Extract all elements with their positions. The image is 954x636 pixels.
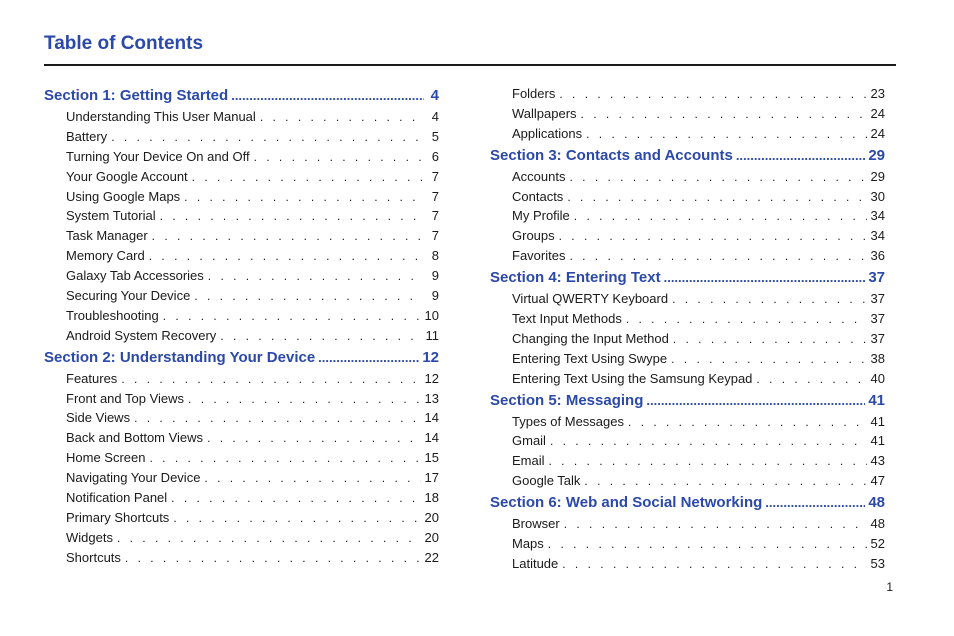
toc-entry-link[interactable] xyxy=(490,84,885,104)
entry-title: Back and Bottom Views xyxy=(66,430,204,446)
dot-leader xyxy=(125,549,421,569)
dot-leader xyxy=(207,429,420,449)
toc-entry-link[interactable] xyxy=(44,226,439,246)
dot-leader xyxy=(756,370,866,390)
toc-entry-link[interactable] xyxy=(44,167,439,187)
section-title: Section 1: Getting Started xyxy=(44,87,229,104)
entry-title: Troubleshooting xyxy=(66,307,159,323)
dot-leader xyxy=(188,390,420,410)
toc-entry-link[interactable] xyxy=(490,471,885,491)
entry-title: Shortcuts xyxy=(66,549,121,565)
page-ref: 24 xyxy=(870,125,885,141)
dot-leader xyxy=(160,207,423,227)
dot-leader xyxy=(581,105,867,125)
page-ref: 7 xyxy=(431,168,439,184)
page-ref: 48 xyxy=(870,516,885,532)
page-number: 1 xyxy=(886,580,893,594)
toc-entry-link[interactable] xyxy=(490,412,885,432)
page-ref: 48 xyxy=(868,494,885,512)
page-ref: 15 xyxy=(424,450,439,466)
page-ref: 5 xyxy=(431,128,439,144)
entry-title: Front and Top Views xyxy=(66,390,185,406)
dot-leader xyxy=(549,452,867,472)
toc-entry-link[interactable] xyxy=(44,147,439,167)
entry-title: Email xyxy=(512,453,545,469)
dot-leader xyxy=(550,432,867,452)
page-ref: 37 xyxy=(870,330,885,346)
dot-leader xyxy=(260,108,423,128)
dot-leader xyxy=(567,188,866,208)
entry-title: Virtual QWERTY Keyboard xyxy=(512,291,669,307)
dot-leader xyxy=(626,310,867,330)
page-ref: 37 xyxy=(868,269,885,287)
toc-right-column xyxy=(490,84,885,574)
dot-leader xyxy=(204,469,420,489)
dot-leader xyxy=(152,227,423,247)
page-ref: 9 xyxy=(431,268,439,284)
page-ref: 36 xyxy=(870,248,885,264)
toc-entry-link[interactable] xyxy=(44,286,439,306)
toc-entry-link[interactable] xyxy=(490,124,885,144)
entry-title: Galaxy Tab Accessories xyxy=(66,268,204,284)
dot-leader xyxy=(171,489,420,509)
toc-left-column xyxy=(44,84,439,568)
section-title: Section 5: Messaging xyxy=(490,391,644,409)
dot-leader xyxy=(584,472,866,492)
toc-entry-link[interactable] xyxy=(44,548,439,568)
section-title: Section 3: Contacts and Accounts xyxy=(490,146,733,164)
page-ref: 4 xyxy=(430,87,439,104)
entry-title: Widgets xyxy=(66,529,113,545)
dot-leader xyxy=(149,449,420,469)
page-ref: 29 xyxy=(868,146,885,164)
toc-entry-link[interactable] xyxy=(44,408,439,428)
toc-entry-link[interactable] xyxy=(490,349,885,369)
entry-title: Understanding This User Manual xyxy=(66,109,256,124)
entry-title: Using Google Maps xyxy=(66,188,181,204)
dot-leader xyxy=(548,535,867,555)
page-ref: 38 xyxy=(870,350,885,366)
toc-entry-link[interactable] xyxy=(44,448,439,468)
toc-entry-link[interactable] xyxy=(44,266,439,286)
page-ref: 7 xyxy=(431,228,439,244)
toc-entry-link[interactable] xyxy=(490,554,885,574)
dot-leader xyxy=(564,515,867,535)
toc-entry-link[interactable] xyxy=(490,369,885,389)
toc-entry-link[interactable] xyxy=(490,514,885,534)
page-ref: 14 xyxy=(424,410,439,426)
page-ref: 34 xyxy=(870,208,885,224)
entry-title: Notification Panel xyxy=(66,490,168,506)
dot-leader xyxy=(559,85,866,105)
dot-leader xyxy=(173,509,420,529)
entry-title: Maps xyxy=(512,536,544,552)
entry-title: Favorites xyxy=(512,248,566,264)
dot-leader xyxy=(134,409,420,429)
toc-entry-link[interactable] xyxy=(44,389,439,409)
toc-entry-link[interactable] xyxy=(44,306,439,326)
page-ref: 37 xyxy=(870,291,885,307)
page-title: Table of Contents xyxy=(44,33,204,54)
dot-leader xyxy=(562,555,866,575)
title-divider xyxy=(44,64,896,66)
dot-leader xyxy=(231,85,424,107)
dot-leader xyxy=(672,290,866,310)
entry-title: Accounts xyxy=(512,168,566,184)
entry-title: Entering Text Using the Samsung Keypad xyxy=(512,370,753,386)
dot-leader xyxy=(318,347,419,369)
section-title: Section 4: Entering Text xyxy=(490,269,661,287)
entry-title: Entering Text Using Swype xyxy=(512,350,668,366)
dot-leader xyxy=(569,247,866,267)
entry-title: Browser xyxy=(512,516,560,532)
dot-leader xyxy=(208,267,423,287)
toc-entry-link[interactable] xyxy=(44,369,439,389)
page-ref: 11 xyxy=(425,327,439,343)
page-ref: 20 xyxy=(424,509,439,525)
toc-entry-link[interactable] xyxy=(44,508,439,528)
toc-section-link[interactable] xyxy=(490,145,885,167)
toc-section-link[interactable] xyxy=(490,492,885,514)
entry-title: Gmail xyxy=(512,433,546,449)
page-ref: 12 xyxy=(424,370,439,386)
toc-section-link[interactable] xyxy=(490,390,885,412)
page-ref: 20 xyxy=(424,529,439,545)
dot-leader xyxy=(163,307,421,327)
dot-leader xyxy=(149,247,423,267)
page-ref: 14 xyxy=(424,430,439,446)
toc-entry-link[interactable] xyxy=(44,107,439,127)
page-ref: 10 xyxy=(424,307,439,323)
page-ref: 8 xyxy=(431,248,439,264)
entry-title: Google Talk xyxy=(512,473,581,489)
page-ref: 6 xyxy=(431,148,439,164)
toc-entry-link[interactable] xyxy=(490,451,885,471)
page-ref: 52 xyxy=(870,536,885,552)
page-ref: 7 xyxy=(431,188,439,204)
toc-entry-link[interactable] xyxy=(490,246,885,266)
entry-title: Side Views xyxy=(66,410,131,426)
dot-leader xyxy=(121,370,420,390)
toc-section-link[interactable] xyxy=(44,85,439,107)
entry-title: Memory Card xyxy=(66,248,145,264)
entry-title: Folders xyxy=(512,86,556,101)
toc-entry-link[interactable] xyxy=(44,206,439,226)
toc-entry-link[interactable] xyxy=(490,431,885,451)
page-ref: 40 xyxy=(870,370,885,386)
toc-entry-link[interactable] xyxy=(490,226,885,246)
entry-title: Your Google Account xyxy=(66,168,188,184)
page-ref: 17 xyxy=(424,470,439,486)
toc-entry-link[interactable] xyxy=(44,127,439,147)
entry-title: Battery xyxy=(66,128,108,144)
page-ref: 41 xyxy=(868,391,885,409)
page-ref: 43 xyxy=(870,453,885,469)
entry-title: Changing the Input Method xyxy=(512,330,669,346)
page-ref: 12 xyxy=(422,348,439,366)
dot-leader xyxy=(569,168,866,188)
page-ref: 41 xyxy=(870,413,885,429)
entry-title: Applications xyxy=(512,125,583,141)
toc-entry-link[interactable] xyxy=(490,206,885,226)
toc-entry-link[interactable] xyxy=(44,326,439,346)
toc-section-link[interactable] xyxy=(490,267,885,289)
page-ref: 34 xyxy=(870,228,885,244)
toc-entry-link[interactable] xyxy=(44,528,439,548)
entry-title: Securing Your Device xyxy=(66,288,191,304)
section-title: Section 2: Understanding Your Device xyxy=(44,348,316,366)
dot-leader xyxy=(192,168,423,188)
dot-leader xyxy=(673,330,867,350)
toc-entry-link[interactable] xyxy=(490,289,885,309)
page-ref: 7 xyxy=(431,208,439,224)
dot-leader xyxy=(586,125,866,145)
dot-leader xyxy=(646,390,865,412)
entry-title: Primary Shortcuts xyxy=(66,509,170,525)
toc-entry-link[interactable] xyxy=(490,104,885,124)
entry-title: Navigating Your Device xyxy=(66,470,201,486)
toc-entry-link[interactable] xyxy=(490,534,885,554)
dot-leader xyxy=(671,350,866,370)
entry-title: Features xyxy=(66,370,118,386)
page-ref: 53 xyxy=(870,555,885,571)
page-ref: 4 xyxy=(431,109,439,124)
section-title: Section 6: Web and Social Networking xyxy=(490,494,763,512)
page-ref: 23 xyxy=(870,86,885,101)
page-ref: 22 xyxy=(424,549,439,565)
toc-section-link[interactable] xyxy=(44,347,439,369)
dot-leader xyxy=(184,188,423,208)
toc-entry-link[interactable] xyxy=(44,246,439,266)
toc-entry-link[interactable] xyxy=(44,187,439,207)
toc-entry-link[interactable] xyxy=(490,329,885,349)
toc-entry-link[interactable] xyxy=(44,468,439,488)
dot-leader xyxy=(254,148,423,168)
page-ref: 47 xyxy=(870,473,885,489)
toc-entry-link[interactable] xyxy=(490,309,885,329)
page-ref: 41 xyxy=(870,433,885,449)
entry-title: Turning Your Device On and Off xyxy=(66,148,250,164)
page-ref: 29 xyxy=(870,168,885,184)
toc-entry-link[interactable] xyxy=(44,428,439,448)
dot-leader xyxy=(194,287,423,307)
dot-leader xyxy=(736,145,866,167)
entry-title: Types of Messages xyxy=(512,413,624,429)
entry-title: Home Screen xyxy=(66,450,146,466)
dot-leader xyxy=(559,227,867,247)
entry-title: Task Manager xyxy=(66,228,148,244)
dot-leader xyxy=(765,492,865,514)
dot-leader xyxy=(574,207,867,227)
entry-title: Android System Recovery xyxy=(66,327,217,343)
page-ref: 24 xyxy=(870,105,885,121)
dot-leader xyxy=(628,413,867,433)
page-ref: 13 xyxy=(424,390,439,406)
entry-title: Groups xyxy=(512,228,555,244)
toc-entry-link[interactable] xyxy=(490,167,885,187)
toc-entry-link[interactable] xyxy=(44,488,439,508)
page-ref: 18 xyxy=(424,490,439,506)
entry-title: Wallpapers xyxy=(512,105,577,121)
dot-leader xyxy=(111,128,423,148)
entry-title: System Tutorial xyxy=(66,208,156,224)
entry-title: Latitude xyxy=(512,555,559,571)
entry-title: My Profile xyxy=(512,208,570,224)
page-ref: 9 xyxy=(431,288,439,304)
entry-title: Contacts xyxy=(512,188,564,204)
entry-title: Text Input Methods xyxy=(512,311,622,327)
dot-leader xyxy=(664,267,866,289)
toc-entry-link[interactable] xyxy=(490,187,885,207)
dot-leader xyxy=(220,327,421,347)
page-ref: 37 xyxy=(870,311,885,327)
dot-leader xyxy=(117,529,421,549)
page-ref: 30 xyxy=(870,188,885,204)
